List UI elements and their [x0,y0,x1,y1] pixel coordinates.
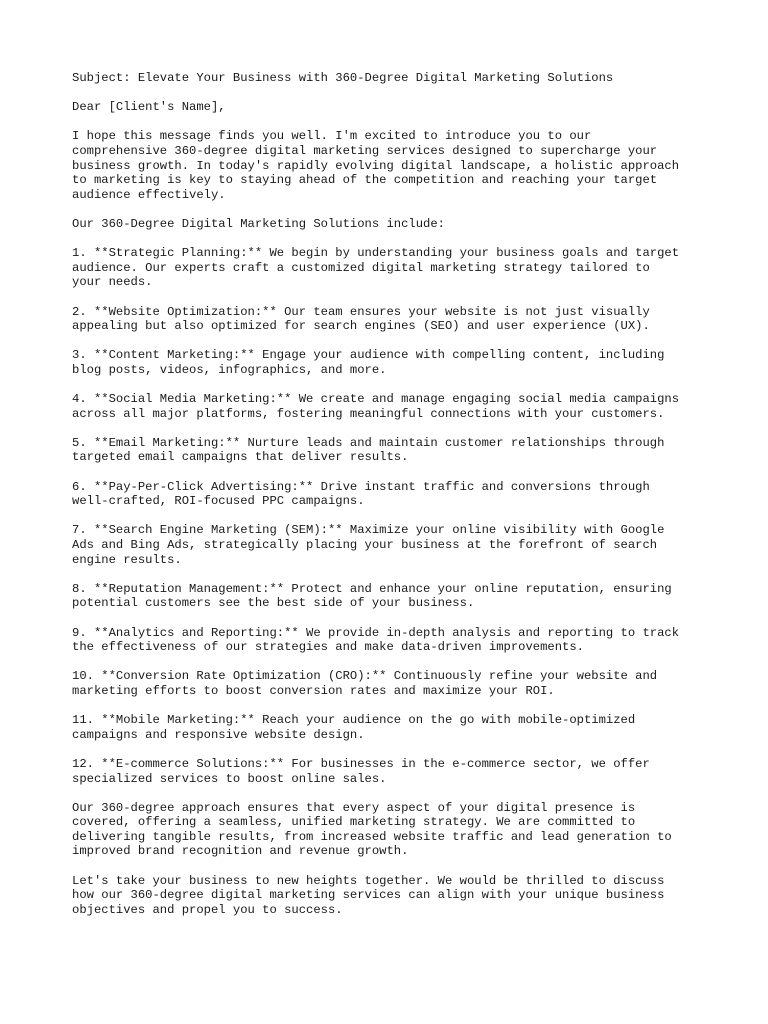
list-item: 7. **Search Engine Marketing (SEM):** Maximize your online visibility with Google Ads and Bing Ads, strategically placing your business at the forefront of search engine results. [72,523,665,567]
list-item: 10. **Conversion Rate Optimization (CRO):** Continuously refine your website and marketing efforts to boost conversion rates and maximize your ROI. [72,669,658,698]
list-item: 8. **Reputation Management:** Protect and enhance your online reputation, ensuring potential customers see the best side of your business. [72,581,672,611]
list-item: 2. **Website Optimization:** Our team ensures your website is not just visually appealing but also optimized for search engines (SEO) and user experience (UX). [72,304,650,334]
list-item: 4. **Social Media Marketing:** We create and manage engaging social media campaigns across all major platforms, fostering meaningful connections with your customers. [72,392,680,421]
list-item: 9. **Analytics and Reporting:** We provide in-depth analysis and reporting to track the effectiveness of our strategies and make data-driven improvements. [72,625,680,655]
letter-page [72,71,712,932]
list-item: 12. **E-commerce Solutions:** For businesses in the e-commerce sector, we offer specialized services to boost online sales. [72,756,650,786]
subject-line: Subject: Elevate Your Business with 360-Degree Digital Marketing Solutions [72,71,614,85]
list-item: 6. **Pay-Per-Click Advertising:** Drive instant traffic and conversions through well-crafted, ROI-focused PPC campaigns. [72,479,650,509]
salutation: Dear [Client's Name], [72,100,226,115]
list-item: 11. **Mobile Marketing:** Reach your audience on the go with mobile-optimized campaigns and responsive website design. [72,713,636,742]
list-intro: Our 360-Degree Digital Marketing Solutions include: [72,216,445,231]
call-to-action-paragraph: Let's take your business to new heights together. We would be thrilled to discuss how our 360-degree digital marketing services can align with your unique business objectives and propel you to success. [72,873,665,917]
list-item: 3. **Content Marketing:** Engage your audience with compelling content, including blog posts, videos, infographics, and more. [72,348,665,377]
closing-paragraph: Our 360-degree approach ensures that every aspect of your digital presence is covered, offering a seamless, unified marketing strategy. We are committed to delivering tangible results, from increased website traffic and lead generation to improved brand recognition and revenue growth. [72,800,672,859]
services-list [72,246,712,786]
list-item: 1. **Strategic Planning:** We begin by understanding your business goals and target audience. Our experts craft a customized digital marketing strategy tailored to your needs. [72,246,680,290]
list-item: 5. **Email Marketing:** Nurture leads and maintain customer relationships through targeted email campaigns that deliver results. [72,435,665,465]
intro-paragraph: I hope this message finds you well. I'm excited to introduce you to our comprehensive 360-degree digital marketing services designed to supercharge your business growth. In today's rapidly evolving digital landscape, a holistic approach to marketing is key to staying ahead of the competition and reaching your target audience effectively. [72,129,680,202]
